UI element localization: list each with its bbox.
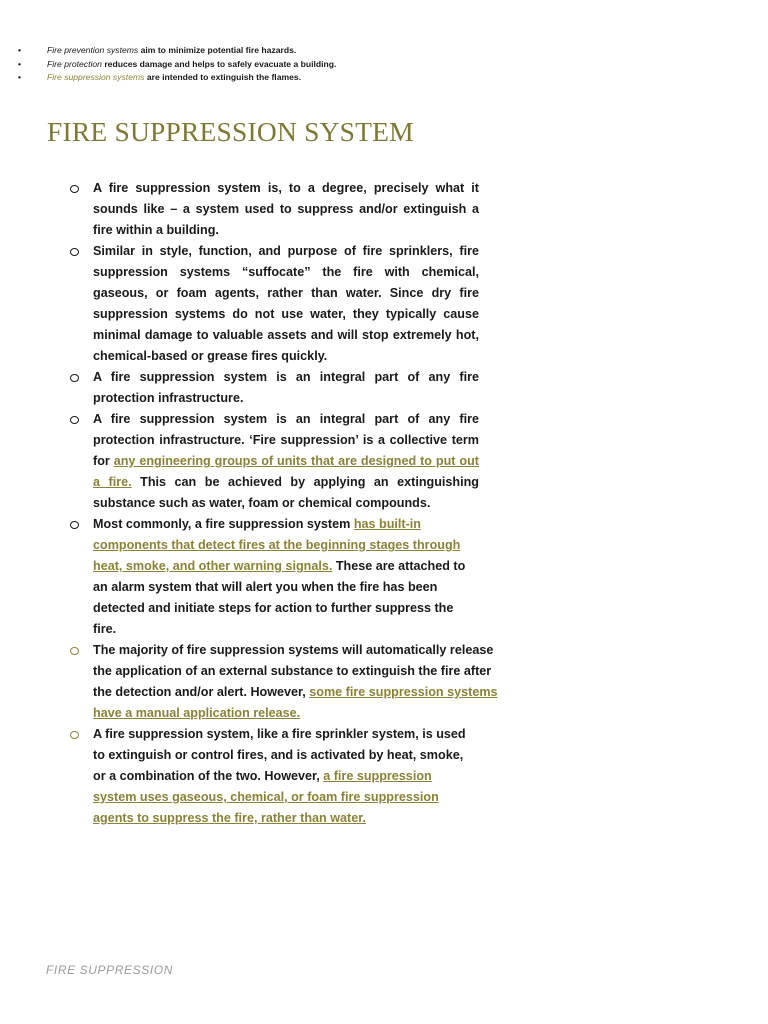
intro-emphasis: Fire prevention systems [47, 45, 139, 55]
intro-emphasis: Fire protection [47, 58, 102, 69]
intro-emphasis: Fire suppression systems [47, 72, 145, 82]
suppression-agents-link[interactable]: a fire suppression system uses gaseous, chemical, or foam fire suppression agents to suppress the fire, rather than water. [93, 769, 439, 825]
item-text [93, 514, 479, 640]
page-title: FIRE SUPPRESSION SYSTEM [47, 116, 414, 147]
engineering-groups-link[interactable]: any engineering groups of units that are designed to put out a fire. [93, 454, 479, 489]
circle-bullet-icon [70, 416, 79, 424]
list-item [0, 514, 768, 640]
item-text [93, 640, 503, 724]
footer-label: FIRE SUPPRESSION [46, 963, 173, 977]
intro-text [47, 71, 301, 85]
list-item [0, 724, 768, 829]
circle-bullet-icon [70, 185, 79, 193]
item-text-part: The majority of fire suppression systems will automatically release the application of an external substance to extinguish the fire after the detection and/or alert. However, [93, 643, 494, 699]
bullet-dot: • [18, 45, 22, 55]
item-text-part: A fire suppression system is an integral part of any fire protection infrastructure. ‘Fire suppression’ is a collective term for [93, 412, 479, 468]
circle-bullet-icon [70, 248, 79, 256]
item-text [93, 178, 479, 241]
item-text-part: A fire suppression system is an integral part of any fire protection infrastructure. [93, 370, 479, 405]
item-text [93, 241, 479, 367]
list-item [0, 640, 768, 724]
intro-text [47, 58, 336, 72]
manual-release-link[interactable]: some fire suppression systems have a manual application release. [93, 685, 498, 720]
list-item [0, 178, 768, 241]
bullet-dot: • [18, 58, 22, 69]
intro-rest: reduces damage and helps to safely evacuate a building. [101, 58, 337, 69]
item-text-part: This can be achieved by applying an extinguishing substance such as water, foam or chemical compounds. [93, 475, 479, 510]
item-text [93, 409, 479, 514]
item-text [93, 367, 479, 409]
item-text [93, 724, 471, 829]
item-text-part: A fire suppression system, like a fire sprinkler system, is used to extinguish or control fires, and is activated by heat, smoke, or a combination of the two. However, [93, 727, 466, 783]
list-item [0, 409, 768, 514]
item-text-part: Similar in style, function, and purpose of fire sprinklers, fire suppression systems “suffocate” the fire with chemical, gaseous, or foam agents, rather than water. Since dry fire suppression systems do not use water, they typically cause minimal damage to valuable assets and will stop extremely hot, chemical-based or grease fires quickly. [93, 244, 479, 363]
list-item [0, 241, 768, 367]
circle-bullet-icon [70, 521, 79, 529]
intro-rest: are intended to extinguish the flames. [144, 72, 302, 82]
intro-rest: aim to minimize potential fire hazards. [138, 45, 297, 55]
circle-bullet-icon [70, 731, 79, 739]
circle-bullet-icon [70, 647, 79, 655]
item-text-part: These are attached to an alarm system that will alert you when the fire has been detected and initiate steps for action to further suppress the fire. [93, 559, 466, 636]
circle-bullet-icon [70, 374, 79, 382]
built-in-components-link[interactable]: has built-in components that detect fires at the beginning stages through heat, smoke, and other warning signals. [93, 517, 461, 573]
item-text-part: A fire suppression system is, to a degree, precisely what it sounds like – a system used to suppress and/or extinguish a fire within a building. [93, 181, 479, 237]
list-item [0, 367, 768, 409]
intro-text [47, 44, 296, 58]
bullet-dot: • [18, 72, 22, 82]
content-list [0, 178, 768, 829]
item-text-part: Most commonly, a fire suppression system [93, 517, 354, 531]
